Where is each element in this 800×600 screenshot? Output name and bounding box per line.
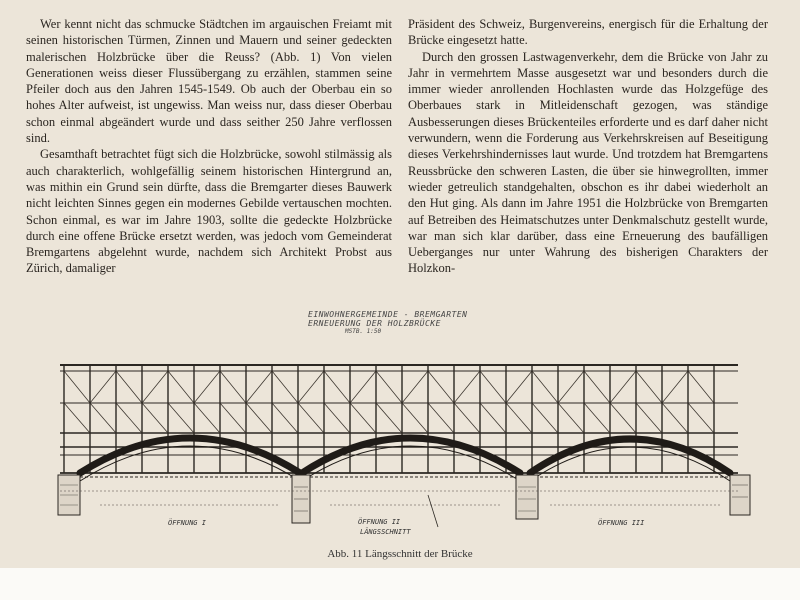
timber-brace	[90, 371, 116, 403]
label-opening-1: ÖFFNUNG I	[168, 519, 206, 527]
timber-brace	[636, 371, 662, 403]
timber-brace	[272, 403, 298, 433]
timber-brace	[454, 403, 480, 433]
timber-brace	[584, 403, 610, 433]
timber-brace	[506, 403, 532, 433]
timber-brace	[480, 371, 506, 403]
label-opening-2: ÖFFNUNG II	[358, 518, 401, 526]
timber-brace	[142, 371, 168, 403]
drawing-title-renewal: ERNEUERUNG DER HOLZBRÜCKE	[308, 319, 441, 328]
bridge-longitudinal-section-drawing	[40, 305, 760, 535]
timber-brace	[662, 403, 688, 433]
timber-brace	[558, 403, 584, 433]
timber-brace	[610, 403, 636, 433]
paragraph-continued: Präsident des Schweiz, Burgenvereins, energisch für die Erhaltung der Brücke eingesetzt hatte.	[408, 17, 768, 48]
timber-brace	[324, 371, 350, 403]
label-opening-3: ÖFFNUNG III	[598, 519, 645, 527]
timber-brace	[64, 403, 90, 433]
article-left-column	[26, 16, 392, 277]
timber-brace	[142, 403, 168, 433]
timber-brace	[402, 371, 428, 403]
timber-brace	[636, 403, 662, 433]
timber-brace	[532, 371, 558, 403]
timber-brace	[454, 371, 480, 403]
timber-brace	[402, 403, 428, 433]
timber-brace	[428, 403, 454, 433]
timber-brace	[220, 371, 246, 403]
timber-brace	[688, 403, 714, 433]
timber-brace	[610, 371, 636, 403]
timber-brace	[116, 403, 142, 433]
label-longitudinal-section: LÄNGSSCHNITT	[360, 528, 411, 536]
timber-brace	[480, 403, 506, 433]
timber-brace	[168, 371, 194, 403]
timber-brace	[116, 371, 142, 403]
timber-brace	[194, 371, 220, 403]
timber-brace	[350, 403, 376, 433]
timber-brace	[64, 371, 90, 403]
timber-brace	[246, 371, 272, 403]
timber-brace	[428, 371, 454, 403]
timber-brace	[688, 371, 714, 403]
timber-brace	[584, 371, 610, 403]
timber-brace	[376, 371, 402, 403]
timber-brace	[298, 403, 324, 433]
drawing-title-municipality: EINWOHNERGEMEINDE - BREMGARTEN	[308, 310, 468, 319]
figure-caption: Abb. 11 Längsschnitt der Brücke	[327, 548, 473, 560]
timber-brace	[532, 403, 558, 433]
timber-brace	[324, 403, 350, 433]
timber-brace	[376, 403, 402, 433]
drawing-scale: MSTB. 1:50	[345, 328, 382, 335]
timber-brace	[246, 403, 272, 433]
paragraph-intro: Wer kennt nicht das schmucke Städtchen im argauischen Freiamt mit seinen historischen Türmen, Zinnen und Mauern und seiner gedeckten malerischen Holzbrücke über die Reuss? (Abb. 1) Von vielen Generationen weiss dieser Flussübergang zu erzählen, stammen seine Pfeiler doch aus den Jahren 1545-1549. Ob auch der Oberbau ein so hohes Alter aufweist, ist ungewiss. Man weiss nur, dass dieser Oberbau schon einmal abgeändert wurde und dass seither 250 Jahre verflossen sind.	[26, 17, 392, 146]
paragraph-overview: Gesamthaft betrachtet fügt sich die Holzbrücke, sowohl stilmässig als auch charakterlich, wohlgefällig seinem historischen Hintergrund an, was mithin ein Grund sein dürfte, dass die Bremgarter dieses Bauwerk nicht leichten Sinnes gegen ein modernes Gebilde vertauschen mochten. Schon einmal, es war im Jahre 1903, sollte die gedeckte Holzbrücke durch eine offene Brücke ersetzt werden, was jedoch vom Gemeinderat Bremgartens abgelehnt wurde, nachdem sich Architekt Probst aus Zürich, damaliger	[26, 147, 392, 276]
timber-brace	[90, 403, 116, 433]
timber-brace	[168, 403, 194, 433]
timber-brace	[272, 371, 298, 403]
article-right-column	[408, 16, 768, 277]
timber-brace	[298, 371, 324, 403]
page-bottom-margin	[0, 568, 800, 600]
timber-brace	[220, 403, 246, 433]
timber-brace	[558, 371, 584, 403]
timber-brace	[194, 403, 220, 433]
timber-brace	[350, 371, 376, 403]
timber-brace	[506, 371, 532, 403]
timber-brace	[662, 371, 688, 403]
paragraph-traffic: Durch den grossen Lastwagenverkehr, dem die Brücke von Jahr zu Jahr in vermehrtem Masse ausgesetzt war und besonders durch die immer wieder anrollenden Hochlasten wurde das Holzgefüge des Oberbaues stark in Mitleidenschaft gezogen, was ständige Ausbesserungen dieses Brückenteiles erforderte und es darf daher nicht verwundern, wenn die Forderung aus Verkehrskreisen auf Beseitigung dieses Verkehrshindernisses laut wurde. Und trotzdem hat Bremgartens Reussbrücke den schweren Lasten, die über sie hinwegrollten, immer wieder getreulich standgehalten, obschon es ihr dabei wiederholt an den Hut ging. Als dann im Jahre 1951 die Holzbrücke von Bremgarten auf Betreiben des Heimatschutzes unter Denkmalschutz gestellt wurde, war man sich klar darüber, dass eine Erneuerung des baufälligen Ueberganges nur unter Wahrung des bisherigen Charakters der Holzkon-	[408, 49, 768, 276]
